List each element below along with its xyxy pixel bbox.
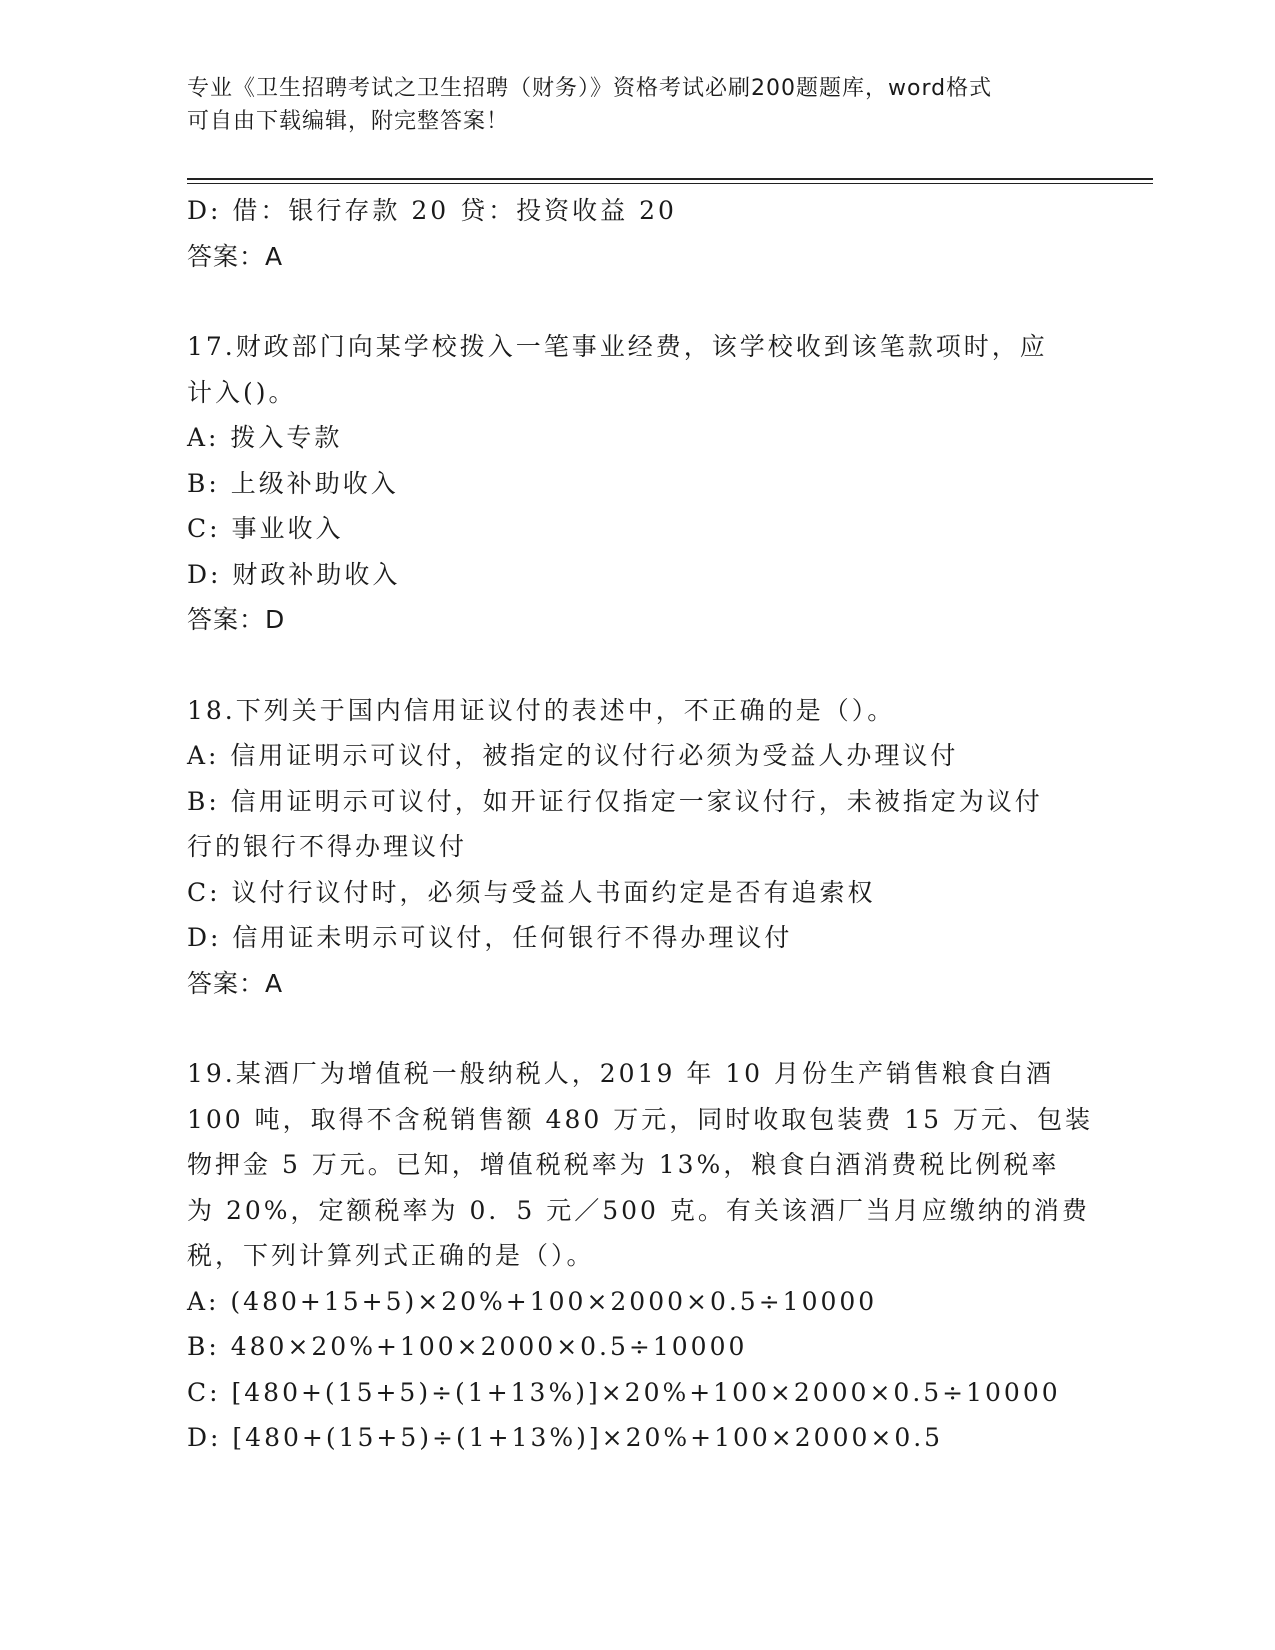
question-16-tail bbox=[187, 188, 1087, 279]
q19-option-d: D: [480+(15+5)÷(1+13%)]×20%+100×2000×0.5 bbox=[187, 1423, 944, 1452]
q18-answer: 答案：A bbox=[187, 968, 284, 998]
q17-stem-line-2: 计入()。 bbox=[187, 377, 297, 407]
header-line-1: 专业《卫生招聘考试之卫生招聘（财务）》资格考试必刷200题题库，word格式 bbox=[187, 76, 993, 101]
spacer bbox=[187, 1006, 1087, 1051]
question-list bbox=[187, 188, 1093, 1461]
header-line-2: 可自由下载编辑，附完整答案！ bbox=[187, 109, 510, 134]
q19-stem-line-4: 为 20%，定额税率为 0．5 元／500 克。有关该酒厂当月应缴纳的消费 bbox=[187, 1195, 1090, 1225]
q18-option-b-line-2: 行的银行不得办理议付 bbox=[187, 832, 468, 861]
q17-option-d: D: 财政补助收入 bbox=[187, 559, 401, 589]
q19-option-a: A: (480+15+5)×20%+100×2000×0.5÷10000 bbox=[187, 1286, 878, 1316]
q18-option-c: C: 议付行议付时，必须与受益人书面约定是否有追索权 bbox=[187, 877, 876, 907]
q19-stem-line-1: 19.某酒厂为增值税一般纳税人，2019 年 10 月份生产销售粮食白酒 bbox=[187, 1059, 1055, 1088]
question-18 bbox=[187, 688, 1087, 1007]
spacer bbox=[187, 279, 1087, 324]
q17-option-c: C: 事业收入 bbox=[187, 514, 344, 543]
q18-option-a: A: 信用证明示可议付，被指定的议付行必须为受益人办理议付 bbox=[187, 741, 959, 770]
q17-option-b: B: 上级补助收入 bbox=[187, 468, 399, 498]
q18-stem-line-1: 18.下列关于国内信用证议付的表述中，不正确的是（）。 bbox=[187, 695, 896, 725]
q19-option-b: B: 480×20%+100×2000×0.5÷10000 bbox=[187, 1332, 748, 1361]
q17-answer: 答案：D bbox=[187, 605, 286, 634]
document-header bbox=[187, 72, 1087, 138]
q17-stem-line-1: 17.财政部门向某学校拨入一笔事业经费，该学校收到该笔款项时，应 bbox=[187, 332, 1048, 361]
header-rule-thick bbox=[187, 178, 1153, 180]
header-rule-thin bbox=[187, 183, 1153, 184]
q16-option-d: D: 借：银行存款 20 贷：投资收益 20 bbox=[187, 196, 677, 225]
q19-option-c: C: [480+(15+5)÷(1+13%)]×20%+100×2000×0.5÷10000 bbox=[187, 1377, 1061, 1407]
q17-option-a: A: 拨入专款 bbox=[187, 423, 343, 452]
question-19 bbox=[187, 1051, 1093, 1461]
q18-option-b-line-1: B: 信用证明示可议付，如开证行仅指定一家议付行，未被指定为议付 bbox=[187, 786, 1043, 816]
q19-stem-line-3: 物押金 5 万元。已知，增值税税率为 13%，粮食白酒消费税比例税率 bbox=[187, 1150, 1060, 1179]
q16-answer: 答案：A bbox=[187, 241, 284, 271]
q19-stem-line-2: 100 吨，取得不含税销售额 480 万元，同时收取包装费 15 万元、包装 bbox=[187, 1104, 1093, 1134]
question-17 bbox=[187, 324, 1087, 643]
q18-option-d: D: 信用证未明示可议付，任何银行不得办理议付 bbox=[187, 923, 793, 952]
spacer bbox=[187, 643, 1087, 688]
q19-stem-line-5: 税，下列计算列式正确的是（）。 bbox=[187, 1241, 595, 1270]
